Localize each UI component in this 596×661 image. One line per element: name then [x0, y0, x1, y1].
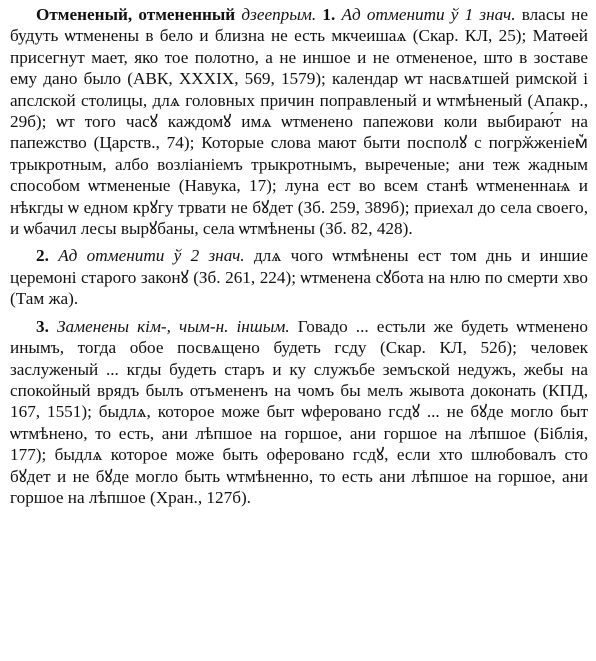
sense-2-paragraph — [10, 245, 588, 309]
part-of-speech: дзеепрым. — [241, 5, 317, 24]
sense-3-paragraph — [10, 316, 588, 509]
sense-1-paragraph — [10, 4, 588, 239]
sense-3-citations: Говадо ... естьли же будеть ѡтменено инымъ, тогда обое посвѧщено будеть гсду (Скар. КЛ, 52б); человек заслуженый ... кгды будеть старъ и ку служъбе земъской недужъ, жебы на спокойный врядъ былъ отъмененъ на чомъ бы мелъ жывота доконать (КПД, 167, 1551); быдлѧ, которое може быт ѡферовано гсдꙋ ... не бꙋде могло быт ѡтмѣнено, то есть, ани лѣпшое на горшое, ани горшое на лѣпшое (Біблія, 177); быдлѧ которое може быть оферовано гсдꙋ, если хто шлюбовалъ сто бꙋдет и не бꙋде могло быть ѡтмѣненно, то есть ани лѣпшое на горшое, ани горшое на лѣпшое (Хран., 127б). — [10, 316, 589, 507]
sense-3-number: 3. — [36, 316, 49, 336]
sense-2-definition: Ад отменити ў 2 знач. — [58, 246, 245, 266]
sense-2-number: 2. — [36, 246, 49, 266]
sense-2-citations: длѧ чого ѡтмѣнены ест том днь и иншие церемоні старого законꙋ (Зб. 261, 224); ѡтменена сꙋбота на нлю по смерти хво (Там жа). — [10, 246, 589, 309]
sense-1-definition: Ад отменити ў 1 знач. — [341, 5, 516, 24]
sense-1-citations: власы не будуть ѡтменены в бело и близна не есть мкчеишаѧ (Скар. КЛ, 25); Матѳей присегнут мает, яко тое полотно, а не иншое и не отмененое, што в зоставе ему дано было (АВК, XXXIX, 569, 1579); календар ѡт насвѧтшей римской і апслской столицы, длѧ головных причин поправленый и ѡтмѣненый (Апакр., 29б); ѡт того часꙋ каждомꙋ имѧ ѡтменено папежови коли выбираю́т на папежство (Царств., 74); Которые слова мают быти посполꙋ с погрӂженіем꙽ трыкротным, албо возліаніемъ трыкротнымъ, выреченые; ани теж жадным способом ѡтмененые (Навука, 17); луна ест во всем станѣ ѡтмененнаѩ и нѣкгды ѡ едном крꙋгу трвати не бꙋдет (Зб. 259, 389б); приехал до села своего, и ѡбачил лесы вырꙋбаны, села ѡтмѣнены (Зб. 82, 428). — [10, 5, 589, 239]
headword: Отменeный, отмененный — [36, 5, 236, 24]
sense-3-definition: Заменены кім-, чым-н. іншым. — [57, 316, 290, 336]
sense-1-number: 1. — [322, 5, 336, 24]
